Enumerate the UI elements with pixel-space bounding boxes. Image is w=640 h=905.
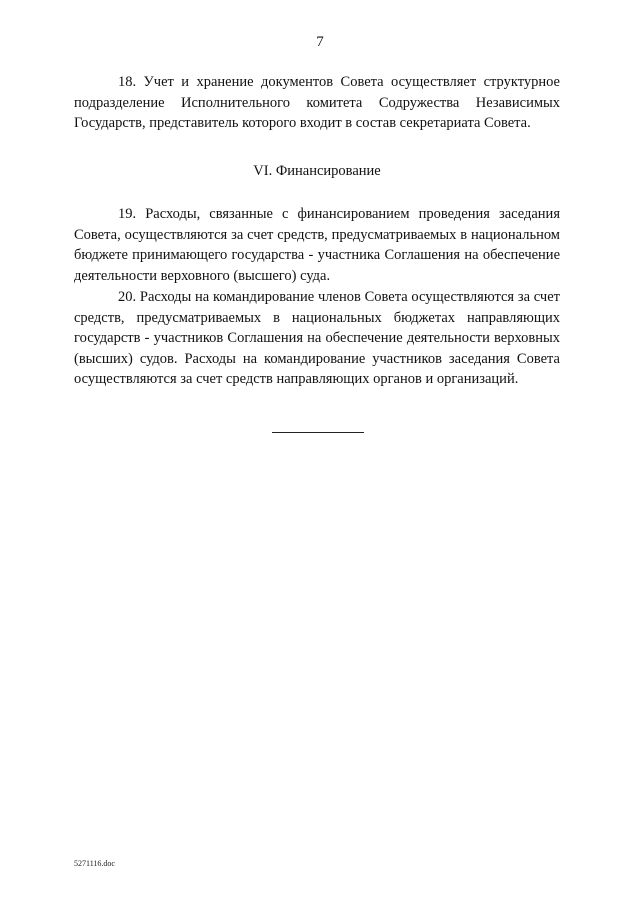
- document-body: [74, 72, 560, 390]
- end-of-text-rule: [272, 432, 364, 433]
- file-reference: 5271116.doc: [74, 859, 115, 868]
- page-number: 7: [316, 34, 324, 50]
- paragraph-18: 18. Учет и хранение документов Совета осуществляет структурное подразделение Исполнительного комитета Содружества Независимых Государств, представитель которого входит в состав секретариата Совета.: [74, 74, 560, 131]
- paragraph-20: 20. Расходы на командирование членов Совета осуществляются за счет средств, предусматриваемых в национальных бюджетах направляющих государств - участников Соглашения на обеспечение деятельности верховных (высших) судов. Расходы на командирование участников заседания Совета осуществляются за счет средств направляющих органов и организаций.: [74, 289, 560, 387]
- section-heading-financing: VI. Финансирование: [253, 162, 381, 179]
- paragraph-19: 19. Расходы, связанные с финансированием проведения заседания Совета, осуществляются за счет средств, предусматриваемых в национальном бюджете принимающего государства - участника Соглашения на обеспечение деятельности верховного (высшего) суда.: [74, 206, 560, 284]
